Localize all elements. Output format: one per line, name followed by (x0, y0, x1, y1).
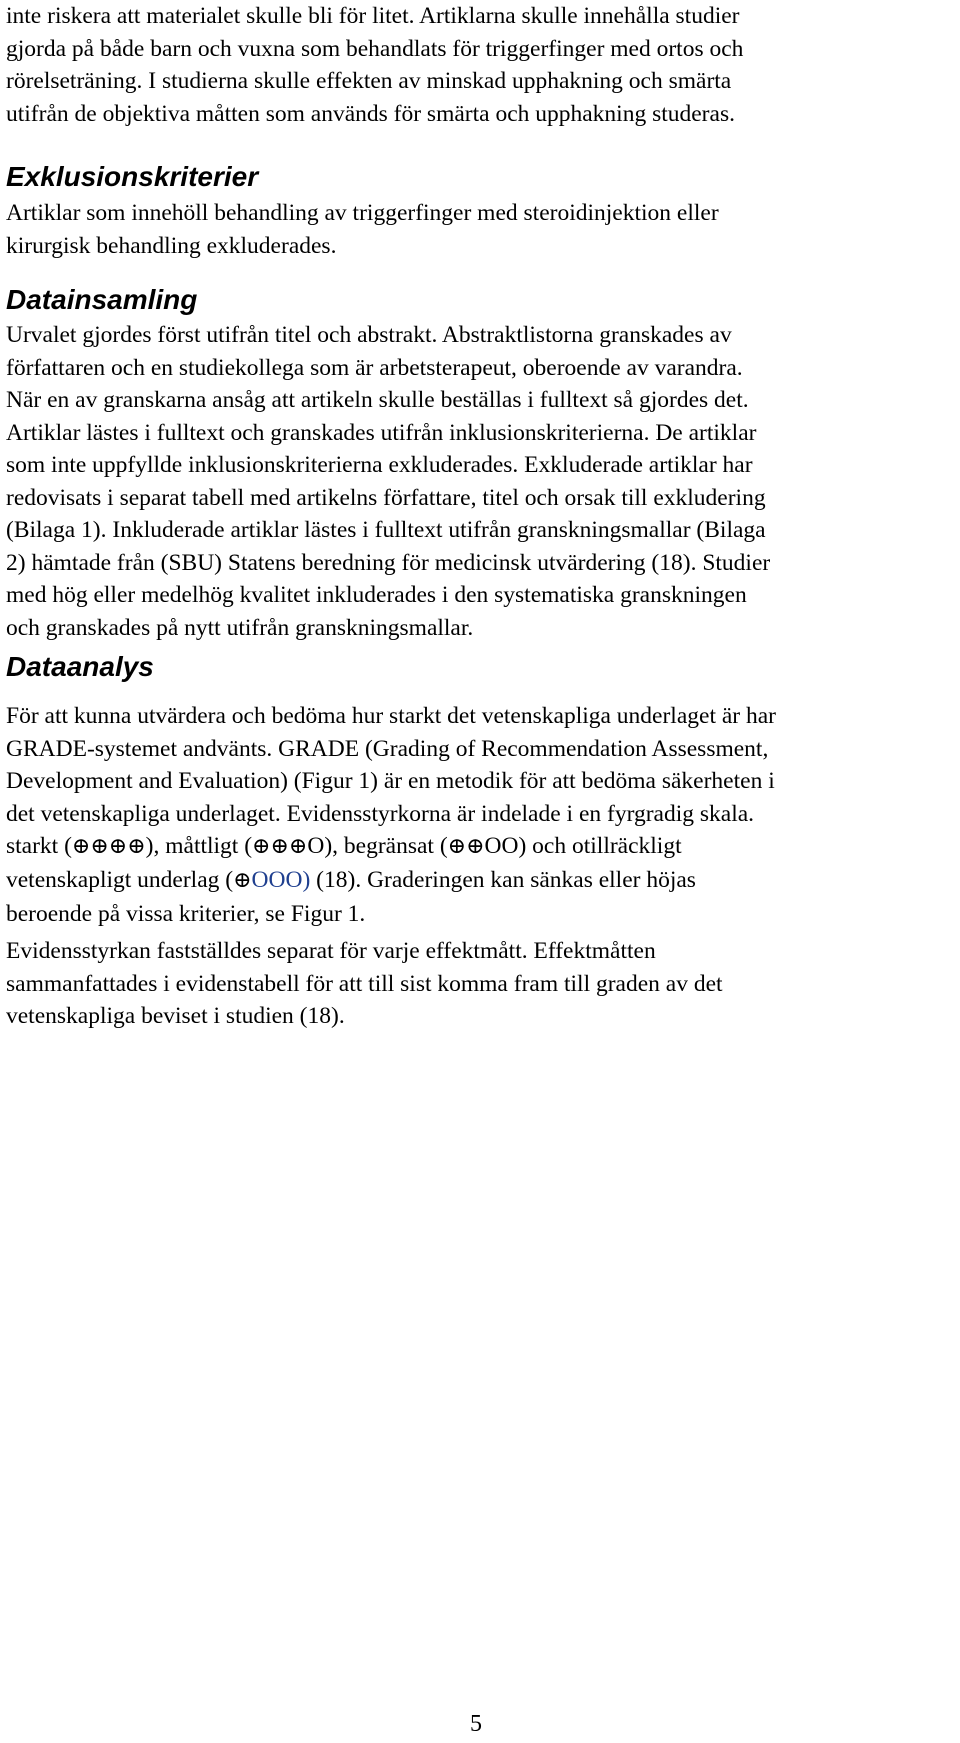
dataanalys-line: GRADE-systemet andvänts. GRADE (Grading of Recommendation Assessment, (6, 735, 769, 762)
rating-symbols-strong: ⊕⊕⊕⊕ (71, 833, 146, 858)
dataanalys-line: För att kunna utvärdera och bedöma hur starkt det vetenskapliga underlaget är har (6, 703, 776, 729)
exklusion-paragraph (6, 197, 719, 262)
rating-symbols-limited: ⊕⊕ (447, 833, 485, 858)
page-number: 5 (470, 1711, 482, 1737)
rating-text: ), måttligt ( (145, 833, 253, 859)
dataanalys-line: beroende på vissa kriterier, se Figur 1. (6, 901, 366, 927)
rating-symbols-insufficient: ⊕ (233, 867, 252, 892)
datainsamling-line: författaren och en studiekollega som är arbetsterapeut, oberoende av varandra. (6, 354, 743, 381)
evidence-scale-line (6, 864, 776, 898)
dataanalys-line: vetenskapliga beviset i studien (18). (6, 1003, 345, 1029)
rating-text: (18). Graderingen kan sänkas eller höjas (310, 867, 696, 893)
datainsamling-line: med hög eller medelhög kvalitet inkluderades i den systematiska granskningen (6, 582, 747, 608)
datainsamling-line: som inte uppfyllde inklusionskriterierna exkluderades. Exkluderade artiklar har (6, 452, 753, 478)
section-heading-datainsamling: Datainsamling (6, 284, 198, 315)
intro-line: utifrån de objektiva måtten som används för smärta och upphakning studeras. (6, 100, 735, 127)
datainsamling-paragraph (6, 319, 770, 644)
rating-text: vetenskapligt underlag ( (6, 867, 234, 893)
rating-insufficient-circles: OOO) (251, 867, 311, 893)
dataanalys-line: sammanfattades i evidenstabell för att till sist komma fram till graden av det (6, 970, 723, 997)
intro-line: gjorda på både barn och vuxna som behandlats för triggerfinger med ortos och (6, 35, 744, 62)
dataanalys-line: Development and Evaluation) (Figur 1) är en metodik för att bedöma säkerheten i (6, 768, 775, 794)
exklusion-line: Artiklar som innehöll behandling av triggerfinger med steroidinjektion eller (6, 200, 719, 226)
datainsamling-line: Urvalet gjordes först utifrån titel och abstrakt. Abstraktlistorna granskades av (6, 322, 732, 348)
intro-paragraph (6, 0, 743, 130)
rating-symbols-moderate: ⊕⊕⊕ (252, 833, 308, 858)
rating-text: O), begränsat ( (307, 833, 448, 859)
datainsamling-line: och granskades på nytt utifrån granskningsmallar. (6, 614, 474, 641)
datainsamling-line: När en av granskarna ansåg att artikeln skulle beställas i fulltext så gjordes det. (6, 387, 749, 413)
evidence-scale-line (6, 830, 776, 864)
dataanalys-paragraph-2 (6, 935, 723, 1033)
dataanalys-paragraph (6, 700, 776, 931)
section-heading-dataanalys: Dataanalys (6, 651, 154, 682)
datainsamling-line: redovisats i separat tabell med artikelns författare, titel och orsak till exkludering (6, 484, 766, 511)
dataanalys-line: Evidensstyrkan fastställdes separat för varje effektmått. Effektmåtten (6, 938, 656, 964)
datainsamling-line: (Bilaga 1). Inkluderade artiklar lästes i fulltext utifrån granskningsmallar (Bilaga (6, 517, 766, 543)
intro-line: rörelseträning. I studierna skulle effekten av minskad upphakning och smärta (6, 68, 732, 94)
section-heading-exklusion: Exklusionskriterier (6, 161, 259, 192)
intro-line: inte riskera att materialet skulle bli för litet. Artiklarna skulle innehålla studier (6, 3, 740, 29)
dataanalys-line: det vetenskapliga underlaget. Evidensstyrkorna är indelade i en fyrgradig skala. (6, 800, 755, 827)
datainsamling-line: Artiklar lästes i fulltext och granskades utifrån inklusionskriterierna. De artiklar (6, 419, 757, 446)
rating-text: starkt ( (6, 833, 72, 859)
rating-text: OO) och otillräckligt (484, 833, 682, 859)
exklusion-line: kirurgisk behandling exkluderades. (6, 232, 337, 259)
datainsamling-line: 2) hämtade från (SBU) Statens beredning för medicinsk utvärdering (18). Studier (6, 549, 771, 576)
